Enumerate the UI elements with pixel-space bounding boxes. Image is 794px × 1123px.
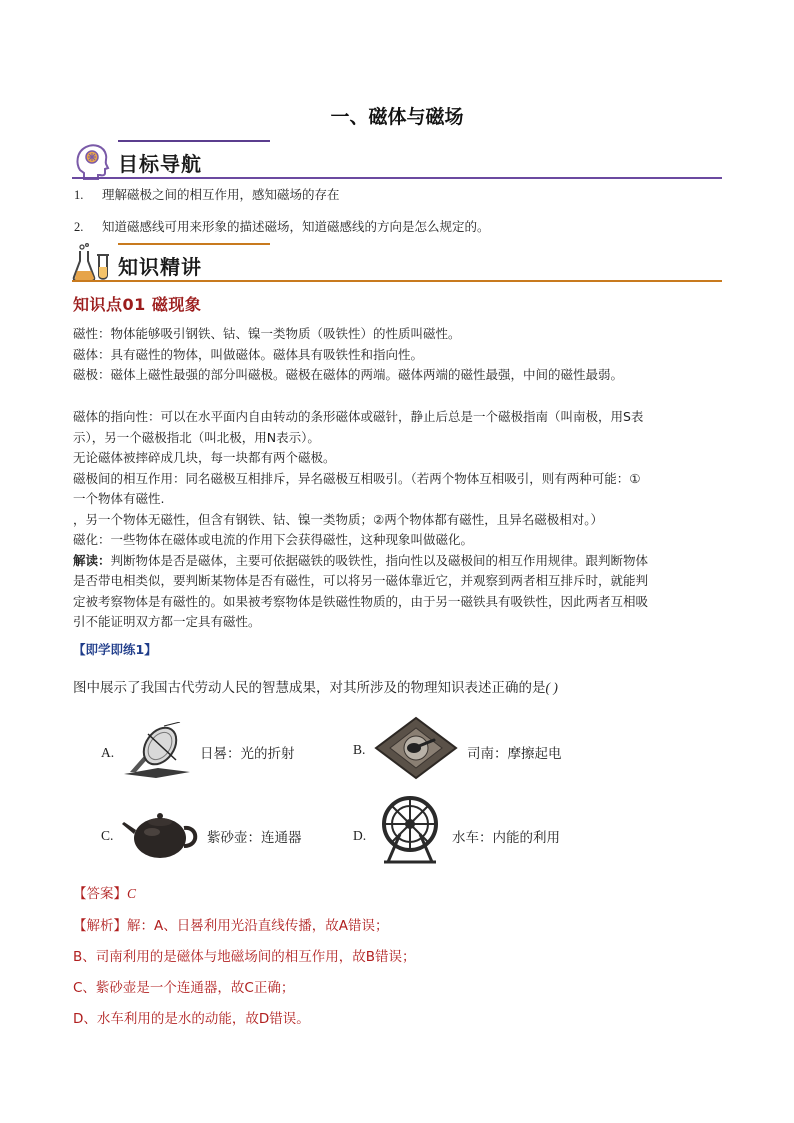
para-magnetization: 磁化：一些物体在磁体或电流的作用下会获得磁性，这种现象叫做磁化。 (73, 532, 474, 547)
knowledge-paragraphs (73, 324, 723, 386)
para-interpretation-2: 是否带电相类似，要判断某物体是否有磁性，可以将另一磁体靠近它，并观察到两者相互排斥时，就能判 (73, 573, 649, 588)
para-broken: 无论磁体被摔碎成几块，每一块都有两个磁极。 (73, 450, 336, 465)
head-brain-icon (72, 140, 112, 180)
answer-line (73, 882, 136, 902)
analysis-line-1: 【解析】解：A、日晷利用光沿直线传播，故A错误； (73, 918, 389, 934)
answer-blank: ( ) (545, 680, 558, 695)
para-interaction-2: 一个物体有磁性. (73, 491, 165, 506)
para-pole: 磁极：磁体上磁性最强的部分叫磁极。磁极在磁体的两端。磁体两端的磁性最强，中间的磁性最弱。 (73, 367, 624, 382)
analysis-line-2: B、司南利用的是磁体与地磁场间的相互作用，故B错误； (73, 949, 416, 965)
para-direction-2: 示），另一个磁极指北（叫北极，用N表示）。 (73, 429, 320, 445)
option-b-letter: B. (353, 742, 366, 757)
goal-text: 理解磁极之间的相互作用，感知磁场的存在 (101, 187, 340, 202)
para-interaction-1: 磁极间的相互作用：同名磁极互相排斥，异名磁极互相吸引。（若两个物体互相吸引，则有两种可能：① (73, 470, 641, 486)
option-c-text: 紫砂壶：连通器 (207, 830, 302, 846)
interpretation-label: 解读： (73, 552, 111, 568)
section-title-goals: 目标导航 (118, 152, 202, 176)
para-interpretation-3: 定被考察物体是有磁性的。如果被考察物体是铁磁性物质的，由于另一磁铁具有吸铁性，因此两者互相吸 (73, 593, 649, 609)
para-interpretation-4: 引不能证明双方都一定具有磁性。 (73, 614, 261, 629)
sundial-icon (120, 722, 192, 780)
para-magnet: 磁体：具有磁性的物体，叫做磁体。磁体具有吸铁性和指向性。 (73, 346, 424, 362)
goal-number: 2. (74, 220, 84, 234)
section-bottom-rule (72, 177, 722, 179)
lab-flask-icon (72, 243, 112, 283)
para-interaction-3: ，另一个物体无磁性，但含有钢铁、钴、镍一类物质；②两个物体都有磁性，且异名磁极相对。） (73, 511, 603, 527)
answer-label: 【答案】 (73, 886, 127, 902)
section-top-rule (118, 243, 270, 245)
option-a-letter: A. (101, 745, 115, 760)
option-d-letter: D. (353, 828, 367, 843)
answer-value: C (127, 886, 137, 901)
waterwheel-icon (374, 794, 446, 864)
knowledge-paragraphs-2 (73, 407, 723, 633)
analysis-line-3: C、紫砂壶是一个连通器，故C正确； (73, 980, 295, 996)
question-text: 图中展示了我国古代劳动人民的智慧成果，对其所涉及的物理知识表述正确的是( ) (73, 680, 558, 696)
page-title: 一、磁体与磁场 (330, 106, 464, 128)
option-c-letter: C. (101, 828, 114, 843)
compass-spoon-icon (372, 712, 460, 782)
goal-item-2 (74, 217, 490, 235)
para-direction-1: 磁体的指向性：可以在水平面内自由转动的条形磁体或磁针，静止后总是一个磁极指南（叫南极，用S表 (73, 409, 644, 424)
option-a-text: 日晷：光的折射 (200, 746, 295, 762)
section-header-goals (72, 140, 722, 182)
section-header-knowledge (72, 243, 722, 285)
section-top-rule (118, 140, 270, 142)
goal-text: 知道磁感线可用来形象的描述磁场，知道磁感线的方向是怎么规定的。 (101, 219, 490, 234)
para-interpretation-1: 解读：判断物体是否是磁体，主要可依据磁铁的吸铁性，指向性以及磁极间的相互作用规律。跟判断物体 (73, 552, 649, 568)
analysis-line-4: D、水车利用的是水的动能，故D错误。 (73, 1011, 310, 1027)
teapot-icon (120, 800, 202, 862)
goal-item-1 (74, 185, 340, 203)
option-b-text: 司南：摩擦起电 (467, 746, 562, 762)
section-title-knowledge: 知识精讲 (118, 255, 202, 279)
goal-number: 1. (74, 188, 84, 202)
knowledge-point-title: 知识点01 磁现象 (73, 295, 202, 314)
para-magnetism: 磁性：物体能够吸引钢铁、钴、镍一类物质（吸铁性）的性质叫磁性。 (73, 326, 461, 341)
practice-label: 【即学即练1】 (73, 642, 157, 657)
analysis-label: 【解析】 (73, 918, 127, 934)
option-d-text: 水车：内能的利用 (452, 830, 560, 846)
section-bottom-rule (72, 280, 722, 282)
